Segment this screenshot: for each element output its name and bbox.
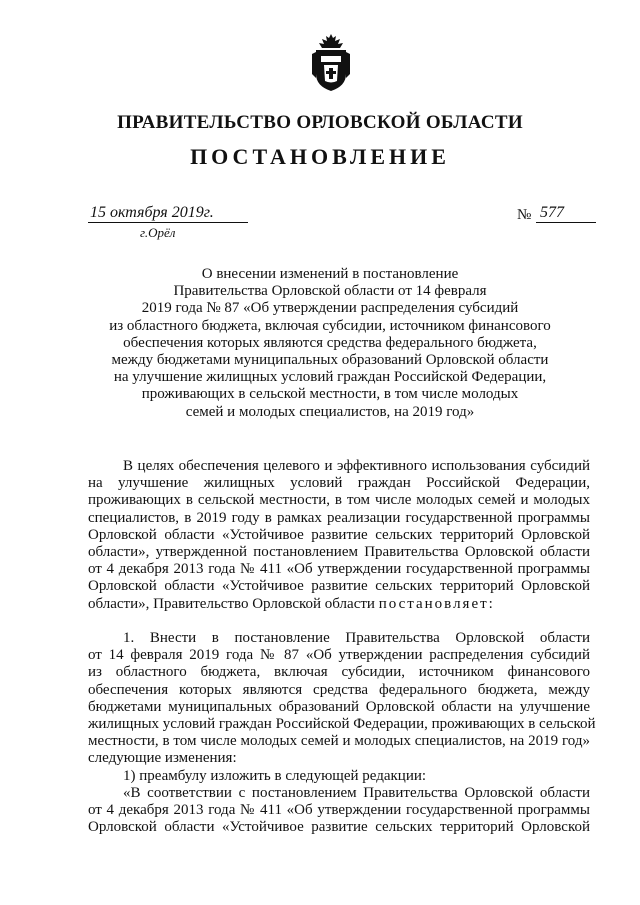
city-label: г.Орёл xyxy=(140,225,176,240)
paragraph-line: от 4 декабря 2013 года № 411 «Об утверждении государственной программы xyxy=(88,802,590,819)
paragraph-line: В целях обеспечения целевого и эффективного использования субсидий xyxy=(123,458,590,474)
paragraph-line: бюджетами муниципальных образований Орловской области на улучшение xyxy=(88,698,590,715)
number-sign: № xyxy=(517,207,532,223)
paragraph-line: «В соответствии с постановлением Правительства Орловской области xyxy=(123,784,590,801)
paragraph-line: специалистов, в 2019 году в рамках реализации государственной программы xyxy=(88,509,590,526)
paragraph-line: от 4 декабря 2013 года № 411 «Об утверждении государственной программы xyxy=(88,561,590,578)
paragraph-line: жилищных условий граждан Российской Федерации, проживающих в сельской xyxy=(88,716,596,733)
title-line: из областного бюджета, включая субсидии, источником финансового xyxy=(109,317,551,334)
document-type-heading: ПОСТАНОВЛЕНИЕ xyxy=(190,144,450,169)
title-line: О внесении изменений в постановление xyxy=(201,266,459,282)
title-line: 2019 года № 87 «Об утверждении распределения субсидий xyxy=(141,300,519,317)
preamble-paragraph xyxy=(88,458,590,613)
paragraph-line: 1) преамбулу изложить в следующей редакции: xyxy=(123,767,427,784)
paragraph-line: следующие изменения: xyxy=(88,750,237,767)
paragraph-line xyxy=(88,596,590,613)
clause-1-paragraph xyxy=(88,630,596,836)
paragraph-line: Орловской области «Устойчивое развитие сельских территорий Орловской xyxy=(88,526,590,543)
title-line: на улучшение жилищных условий граждан Российской Федерации, xyxy=(113,369,547,386)
title-line: между бюджетами муниципальных образований Орловской области xyxy=(111,352,549,369)
paragraph-line: области», утвержденной постановлением Правительства Орловской области xyxy=(88,544,590,561)
paragraph-line: из областного бюджета, включая субсидии, источником финансового xyxy=(88,664,590,681)
paragraph-line: местности, в том числе молодых семей и молодых специалистов, на 2019 год» xyxy=(88,733,590,750)
handwritten-date: 15 октября 2019г. xyxy=(88,204,248,223)
paragraph-line: Орловской области «Устойчивое развитие сельских территорий Орловской xyxy=(88,819,590,836)
government-name: ПРАВИТЕЛЬСТВО ОРЛОВСКОЙ ОБЛАСТИ xyxy=(117,112,523,133)
paragraph-line: 1. Внести в постановление Правительства Орловской области xyxy=(123,630,590,646)
handwritten-document-number: 577 xyxy=(536,204,596,223)
oryol-coat-of-arms-emblem xyxy=(310,34,352,92)
resolves-keyword: постановляет: xyxy=(378,595,495,612)
paragraph-line-start: области», Правительство Орловской области xyxy=(88,595,375,612)
paragraph-line: на улучшение жилищных условий граждан Российской Федерации, xyxy=(88,475,590,492)
paragraph-line: Орловской области «Устойчивое развитие сельских территорий Орловской xyxy=(88,578,590,595)
title-line: обеспечения которых являются средства федерального бюджета, xyxy=(123,334,537,351)
title-line: проживающих в сельской местности, в том числе молодых xyxy=(141,386,519,403)
paragraph-line: обеспечения которых являются средства федерального бюджета, между xyxy=(88,681,590,698)
paragraph-line: проживающих в сельской местности, в том числе молодых семей и молодых xyxy=(88,492,590,509)
paragraph-line: от 14 февраля 2019 года № 87 «Об утверждении распределения субсидий xyxy=(88,647,590,664)
title-line: Правительства Орловской области от 14 февраля xyxy=(173,283,487,300)
title-line: семей и молодых специалистов, на 2019 год» xyxy=(185,403,475,420)
document-title xyxy=(80,266,580,421)
